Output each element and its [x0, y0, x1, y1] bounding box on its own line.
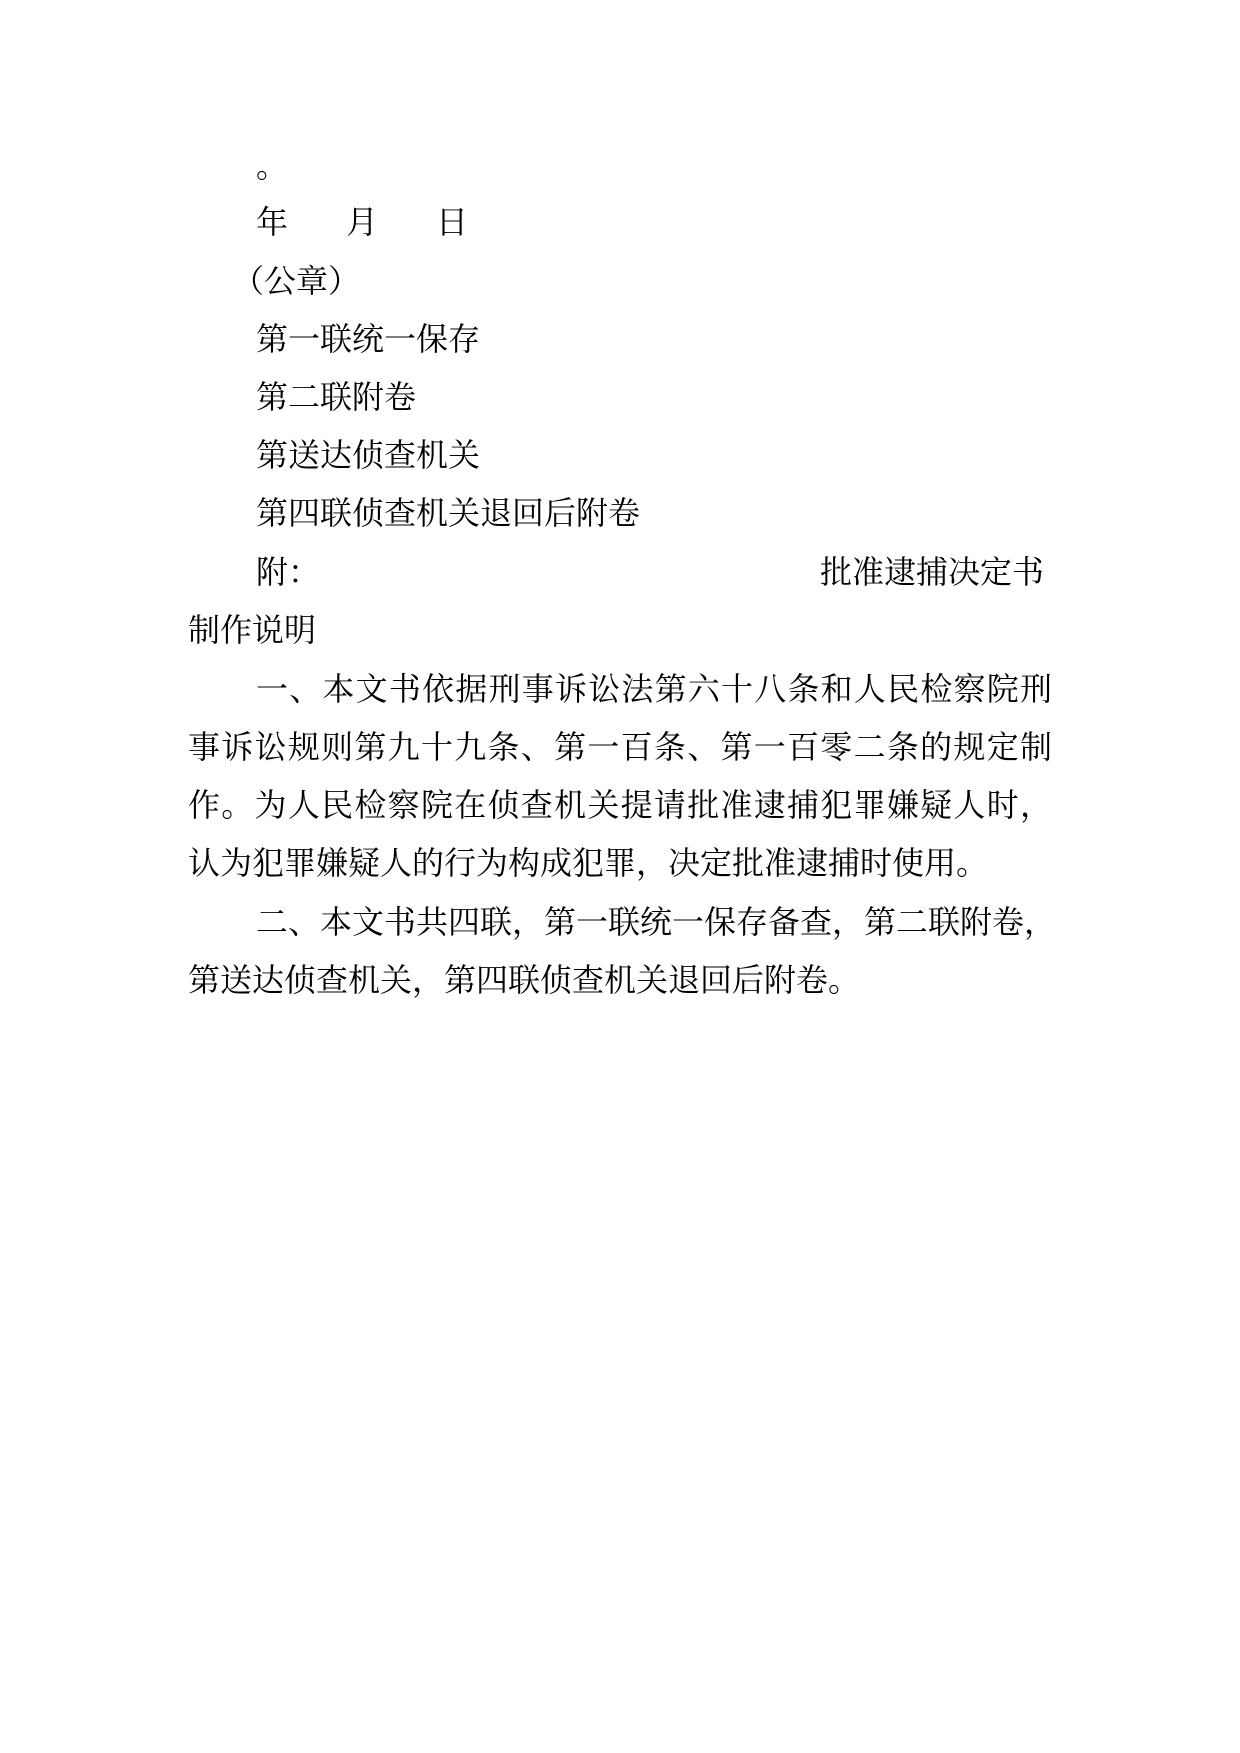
- paragraph-line: 第送达侦查机关，第四联侦查机关退回后附卷。: [188, 961, 861, 999]
- paragraph-line: 作。为人民检察院在侦查机关提请批准逮捕犯罪嫌疑人时，: [188, 786, 1052, 824]
- copy-line: 第送达侦查机关: [256, 436, 481, 474]
- seal-label: （公章）: [232, 262, 361, 300]
- date-year: 年: [256, 203, 289, 241]
- instructions-heading: 制作说明: [188, 611, 317, 649]
- attachment-title: 批准逮捕决定书: [820, 553, 1045, 591]
- paragraph-line: 一、本文书依据刑事诉讼法第六十八条和人民检察院刑: [256, 670, 1052, 708]
- paragraph-line: 认为犯罪嫌疑人的行为构成犯罪，决定批准逮捕时使用。: [188, 844, 989, 882]
- paragraph-line: 事诉讼规则第九十九条、第一百条、第一百零二条的规定制: [188, 728, 1052, 766]
- date-day: 日: [436, 203, 469, 241]
- copy-line: 第二联附卷: [256, 378, 417, 416]
- attachment-label: 附：: [256, 553, 321, 591]
- date-line: [256, 202, 468, 242]
- paragraph-line: 二、本文书共四联，第一联统一保存备查，第二联附卷，: [256, 903, 1057, 941]
- date-month: 月: [346, 203, 379, 241]
- copy-line: 第一联统一保存: [256, 320, 481, 358]
- top-fragment: 。: [256, 147, 289, 185]
- copy-line: 第四联侦查机关退回后附卷: [256, 494, 641, 532]
